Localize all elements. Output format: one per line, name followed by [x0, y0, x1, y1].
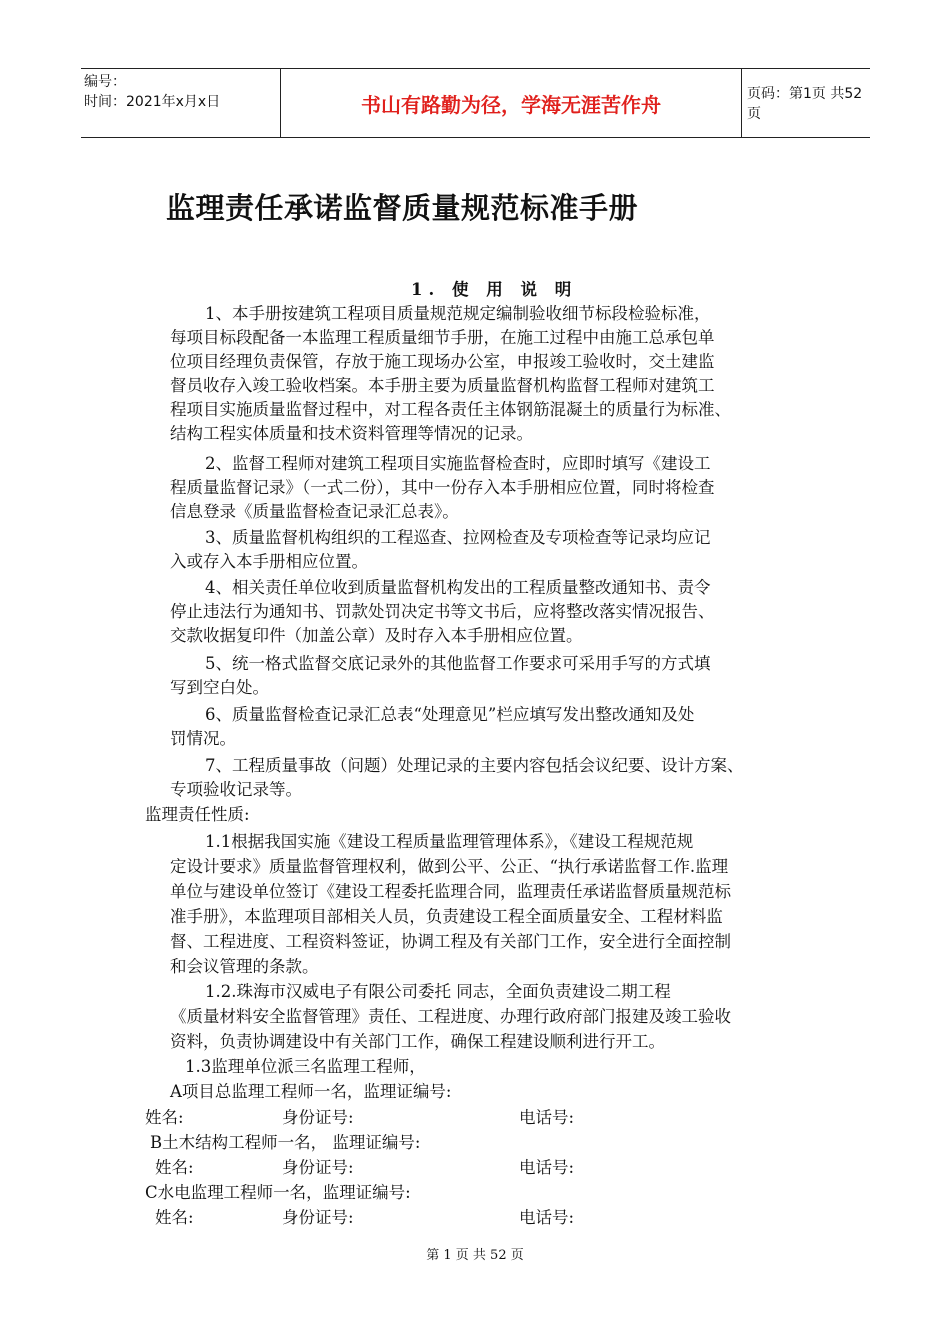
person-name-label: 姓名: — [145, 1108, 184, 1127]
paragraph-line: 督员收存入竣工验收档案。本手册主要为质量监督机构监督工程师对建筑工 — [170, 376, 715, 395]
paragraph-line: C水电监理工程师一名，监理证编号: — [145, 1183, 411, 1202]
paragraph-line: B土木结构工程师一名， 监理证编号: — [150, 1133, 421, 1152]
paragraph-line: 6、质量监督检查记录汇总表“处理意见”栏应填写发出整改通知及处 — [205, 705, 695, 724]
paragraph-line: 5、统一格式监督交底记录外的其他监督工作要求可采用手写的方式填 — [205, 654, 711, 673]
header-meta — [81, 69, 280, 137]
paragraph-line: 写到空白处。 — [170, 678, 269, 697]
person-id-label: 身份证号: — [282, 1208, 354, 1227]
paragraph-line: 2、监督工程师对建筑工程项目实施监督检查时，应即时填写《建设工 — [205, 454, 711, 473]
paragraph-line: 每项目标段配备一本监理工程质量细节手册，在施工过程中由施工总承包单 — [170, 328, 715, 347]
paragraph-line: 资料，负责协调建设中有关部门工作，确保工程建设顺利进行开工。 — [170, 1032, 665, 1051]
header-page-number: 页码：第1页 共52页 — [747, 86, 863, 122]
paragraph-line: 程质量监督记录》（一式二份），其中一份存入本手册相应位置，同时将检查 — [170, 478, 715, 497]
paragraph-line: A项目总监理工程师一名，监理证编号: — [170, 1082, 452, 1101]
paragraph-line: 专项验收记录等。 — [170, 780, 302, 799]
person-name-label: 姓名: — [155, 1208, 194, 1227]
header-motto: 书山有路勤为径，学海无涯苦作舟 — [280, 69, 742, 137]
paragraph-line: 4、相关责任单位收到质量监督机构发出的工程质量整改通知书、责令 — [205, 578, 711, 597]
document-date: 时间：2021年x月x日 — [84, 94, 221, 110]
paragraph-line: 1.1根据我国实施《建设工程质量监理管理体系》，《建设工程规范规 — [205, 832, 694, 851]
section-label: 监理责任性质: — [145, 805, 250, 824]
document-number: 编号： — [84, 74, 126, 90]
paragraph-line: 单位与建设单位签订《建设工程委托监理合同，监理责任承诺监督质量规范标 — [170, 882, 731, 901]
paragraph-line: 入或存入本手册相应位置。 — [170, 552, 368, 571]
paragraph-line: 位项目经理负责保管，存放于施工现场办公室，申报竣工验收时，交土建监 — [170, 352, 715, 371]
paragraph-line: 准手册》，本监理项目部相关人员，负责建设工程全面质量安全、工程材料监 — [170, 907, 723, 926]
paragraph-line: 1.3监理单位派三名监理工程师， — [185, 1057, 426, 1076]
person-id-label: 身份证号: — [282, 1108, 354, 1127]
paragraph-line: 1、本手册按建筑工程项目质量规范规定编制验收细节标段检验标准， — [205, 304, 711, 323]
paragraph-line: 程项目实施质量监督过程中，对工程各责任主体钢筋混凝土的质量行为标准、 — [170, 400, 731, 419]
section-heading: 1. 使 用 说 明 — [411, 280, 578, 299]
paragraph-line: 信息登录《质量监督检查记录汇总表》。 — [170, 502, 459, 521]
paragraph-line: 结构工程实体质量和技术资料管理等情况的记录。 — [170, 424, 533, 443]
paragraph-line: 停止违法行为通知书、罚款处罚决定书等文书后，应将整改落实情况报告、 — [170, 602, 715, 621]
person-phone-label: 电话号: — [519, 1158, 575, 1177]
person-phone-label: 电话号: — [519, 1208, 575, 1227]
person-phone-label: 电话号: — [519, 1108, 575, 1127]
document-header — [81, 68, 870, 138]
paragraph-line: 和会议管理的条款。 — [170, 957, 319, 976]
paragraph-line: 《质量材料安全监督管理》责任、工程进度、办理行政府部门报建及竣工验收 — [170, 1007, 731, 1026]
person-name-label: 姓名: — [155, 1158, 194, 1177]
paragraph-line: 督、工程进度、工程资料签证，协调工程及有关部门工作，安全进行全面控制 — [170, 932, 731, 951]
paragraph-line: 7、工程质量事故（问题）处理记录的主要内容包括会议纪要、设计方案、 — [205, 756, 744, 775]
paragraph-line: 定设计要求》质量监督管理权利，做到公平、公正、“执行承诺监督工作.监理 — [170, 857, 729, 876]
paragraph-line: 3、质量监督机构组织的工程巡查、拉网检查及专项检查等记录均应记 — [205, 528, 711, 547]
person-id-label: 身份证号: — [282, 1158, 354, 1177]
paragraph-line: 1.2.珠海市汉威电子有限公司委托 同志，全面负责建设二期工程 — [205, 982, 671, 1001]
page-footer: 第 1 页 共 52 页 — [426, 1248, 524, 1263]
document-title: 监理责任承诺监督质量规范标准手册 — [166, 191, 639, 225]
paragraph-line: 罚情况。 — [170, 729, 236, 748]
paragraph-line: 交款收据复印件（加盖公章）及时存入本手册相应位置。 — [170, 626, 583, 645]
